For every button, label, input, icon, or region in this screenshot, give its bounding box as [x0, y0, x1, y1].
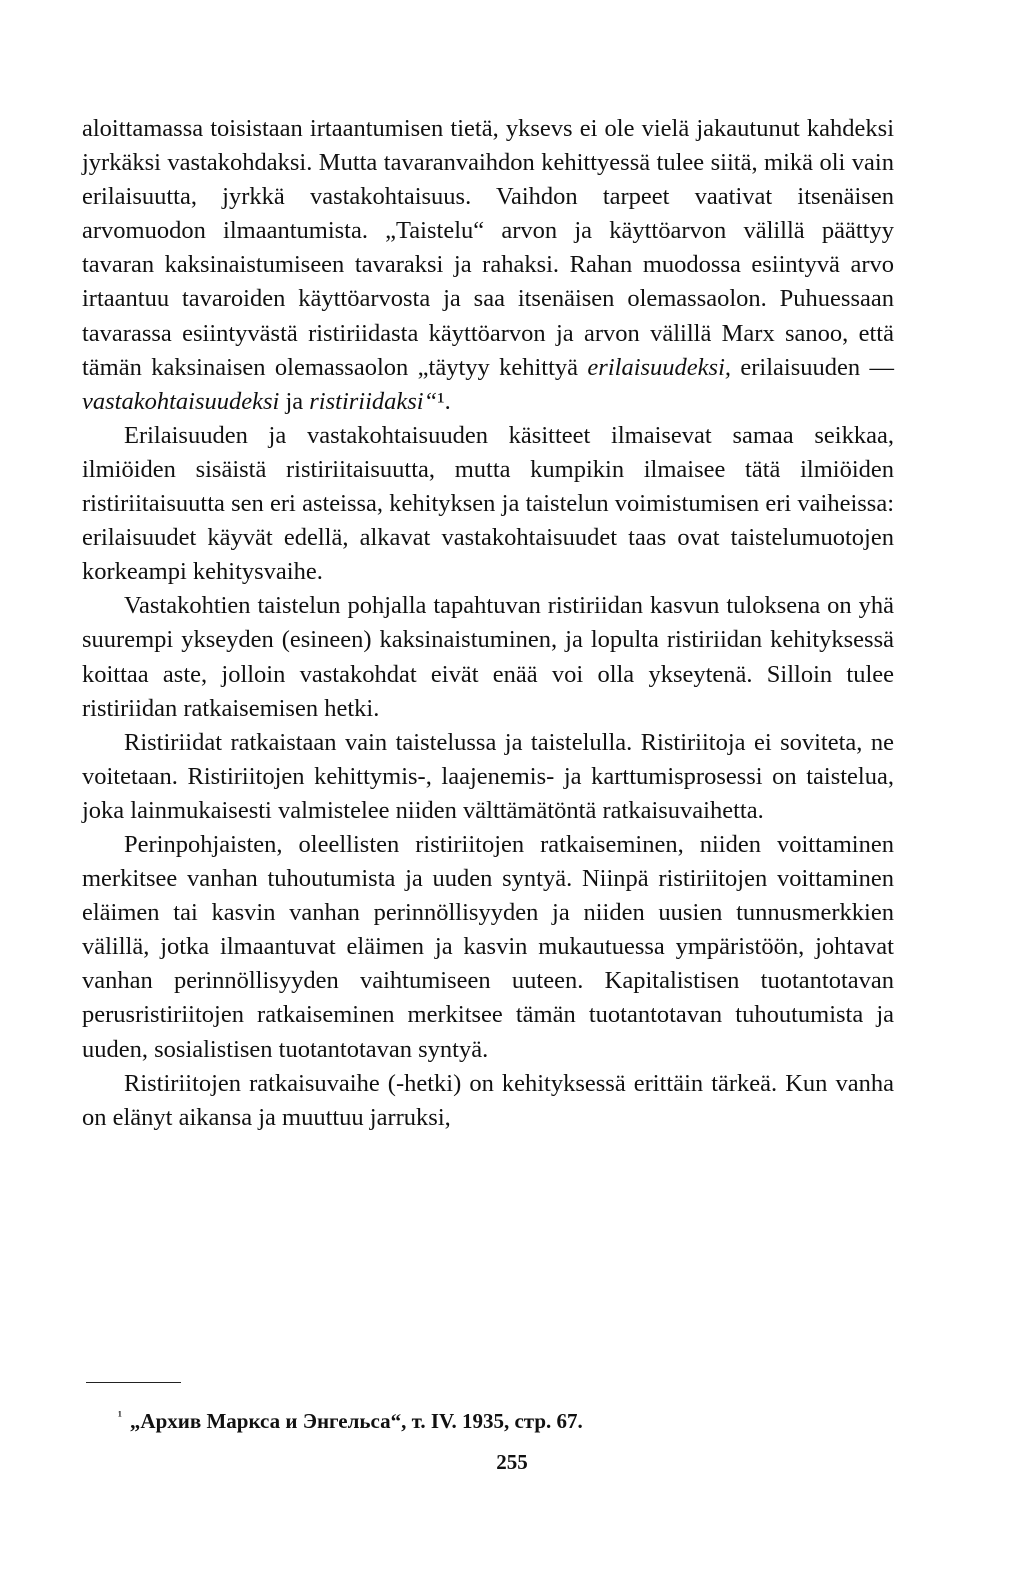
emphasized-text: ristiriidaksi“ — [309, 387, 438, 415]
paragraph-text: ¹. — [437, 387, 451, 415]
paragraph — [82, 112, 894, 419]
paragraph-text: Ristiriidat ratkaistaan vain taistelussa ja taistelulla. Ristiriitoja ei soviteta, ne voitetaan. Ristiriitojen kehittymis-, laajenemis- ja karttumisprosessi on taistelua, joka lainmukaisesti valmistelee niiden välttämätöntä ratkaisuvaihetta. — [82, 728, 894, 824]
paragraph — [82, 828, 894, 1067]
footnote-text: „Архив Маркса и Энгельса“, т. IV. 1935, стр. 67. — [129, 1409, 583, 1433]
paragraph-text: ja — [279, 387, 310, 415]
paragraph-text: Ristiriitojen ratkaisuvaihe (-hetki) on kehityksessä erittäin tärkeä. Kun vanha on elänyt aikansa ja muuttuu jarruksi, — [82, 1069, 894, 1131]
paragraph-text: Erilaisuuden ja vastakohtaisuuden käsitteet ilmaisevat samaa seikkaa, ilmiöiden sisäistä ristiriitaisuutta, mutta kumpikin ilmaisee tätä ilmiöiden ristiriitaisuutta sen eri asteissa, kehityksen ja taistelun voimistumisen eri vaiheissa: erilaisuudet käyvät edellä, alkavat vastakohtaisuudet taas ovat taistelumuotojen korkeampi kehitysvaihe. — [82, 421, 894, 586]
paragraph-text: Perinpohjaisten, oleellisten ristiriitojen ratkaiseminen, niiden voittaminen merkitsee vanhan tuhoutumista ja uuden syntyä. Niinpä ristiriitojen voittaminen eläimen tai kasvin vanhan perinnöllisyyden ja niiden uusien tunnusmerkkien välillä, jotka ilmaantuvat eläimen ja kasvin mukautuessa ympäristöön, johtavat vanhan perinnöllisyyden vaihtumiseen uuteen. Kapitalistisen tuotantotavan perusristiriitojen ratkaiseminen merkitsee tämän tuotantotavan tuhoutumista ja uuden, sosialistisen tuotantotavan syntyä. — [82, 830, 894, 1063]
footnote-rule — [86, 1382, 181, 1383]
emphasized-text: vastakohtaisuudeksi — [82, 387, 280, 415]
footnote-marker: ¹ — [118, 1408, 122, 1423]
footnote — [118, 1402, 818, 1435]
page-number: 255 — [496, 1450, 528, 1474]
emphasized-text: erilaisuudeksi, — [587, 353, 732, 381]
body-text — [82, 112, 894, 1135]
paragraph — [82, 1067, 894, 1135]
paragraph — [82, 726, 894, 828]
paragraph-text: erilaisuuden — — [731, 353, 894, 381]
paragraph — [82, 419, 894, 589]
paragraph-text: aloittamassa toisistaan irtaantumisen tietä, yksevs ei ole vielä jakautunut kahdeksi jyrkäksi vastakohdaksi. Mutta tavaranvaihdon kehittyessä tulee siitä, mikä oli vain erilaisuutta, jyrkkä vastakohtaisuus. Vaihdon tarpeet vaativat itsenäisen arvomuodon ilmaantumista. „Taistelu“ arvon ja käyttöarvon välillä päättyy tavaran kaksinaistumiseen tavaraksi ja rahaksi. Rahan muodossa esiintyvä arvo irtaantuu tavaroiden käyttöarvosta ja saa itsenäisen olemassaolon. Puhuessaan tavarassa esiintyvästä ristiriidasta käyttöarvon ja arvon välillä Marx sanoo, että tämän kaksinaisen olemassaolon „täytyy kehittyä — [82, 115, 894, 381]
paragraph — [82, 589, 894, 725]
paragraph-text: Vastakohtien taistelun pohjalla tapahtuvan ristiriidan kasvun tuloksena on yhä suurempi ykseyden (esineen) kaksinaistuminen, ja lopulta ristiriidan kehityksessä koittaa aste, jolloin vastakohdat eivät enää voi olla ykseytenä. Silloin tulee ristiriidan ratkaisemisen hetki. — [82, 592, 894, 722]
